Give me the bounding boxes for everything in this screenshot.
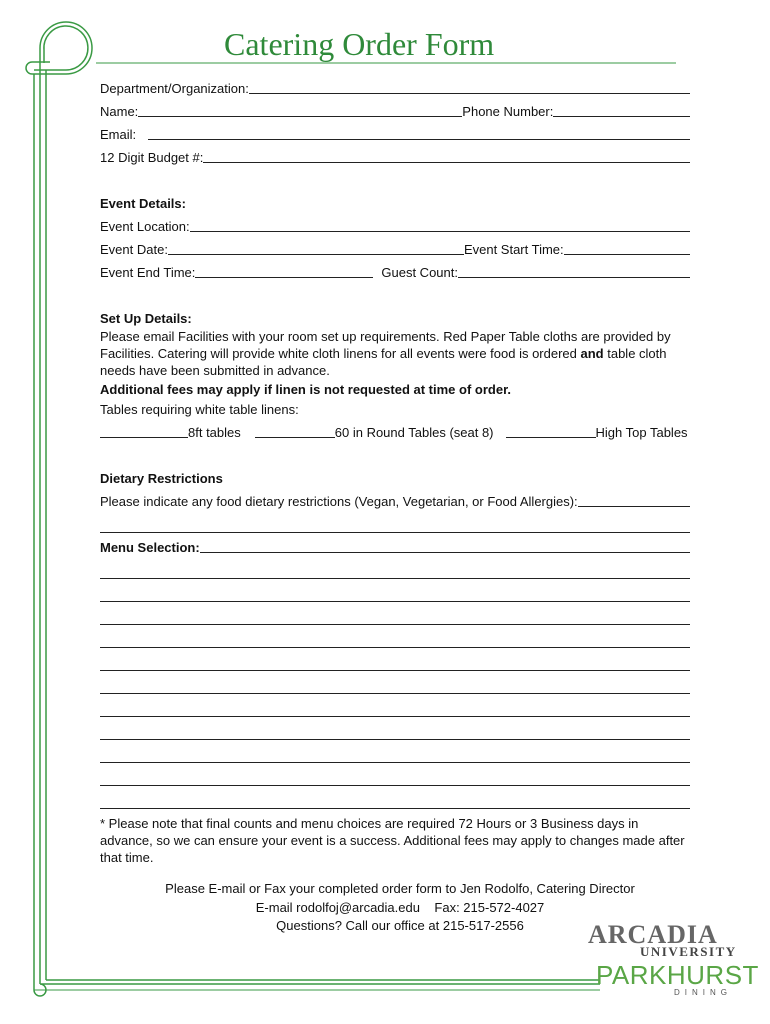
department-row xyxy=(100,74,690,97)
location-field[interactable] xyxy=(190,218,690,232)
start-time-field[interactable] xyxy=(564,241,690,255)
menu-line[interactable] xyxy=(100,694,690,717)
setup-paragraph-part2: table cloth needs have been submitted in advance. xyxy=(100,346,667,378)
table-8ft-label: 8ft tables xyxy=(188,425,241,440)
menu-line[interactable] xyxy=(100,579,690,602)
event-details-heading: Event Details: xyxy=(100,196,186,211)
table-round-label: 60 in Round Tables (seat 8) xyxy=(334,425,494,440)
menu-line[interactable] xyxy=(100,648,690,671)
email-row xyxy=(100,120,690,143)
guest-count-field[interactable] xyxy=(458,264,690,278)
setup-paragraph-part1: Please email Facilities with your room set up requirements. Red Paper Table cloths are provided by Facilities. Catering will provide white cloth linens for all events were food is ordered xyxy=(100,329,671,361)
logo-parkhurst: PARKHURST xyxy=(596,960,759,990)
table-8ft-field[interactable] xyxy=(100,424,188,438)
logo-university: UNIVERSITY xyxy=(640,944,737,959)
menu-line[interactable] xyxy=(100,740,690,763)
start-time-label: Event Start Time: xyxy=(463,242,564,257)
phone-label: Phone Number: xyxy=(462,104,554,119)
location-row xyxy=(100,212,690,235)
end-time-label: Event End Time: xyxy=(100,265,196,280)
menu-row xyxy=(100,533,690,556)
dietary-row xyxy=(100,487,690,510)
dietary-heading: Dietary Restrictions xyxy=(100,471,223,486)
department-field[interactable] xyxy=(249,80,690,94)
guest-count-label: Guest Count: xyxy=(381,265,458,280)
email-label: Email: xyxy=(100,127,137,142)
logo-dining: DINING xyxy=(674,988,732,997)
menu-heading: Menu Selection: xyxy=(100,540,200,555)
table-hightop-label: High Top Tables xyxy=(595,425,688,440)
menu-line[interactable] xyxy=(100,625,690,648)
table-hightop-field[interactable] xyxy=(506,424,596,438)
dietary-field-line-2[interactable] xyxy=(100,510,690,533)
end-time-row xyxy=(100,258,690,281)
final-counts-note: * Please note that final counts and menu choices are required 72 Hours or 3 Business days in advance, so we can ensure your event is a success. Additional fees may apply to changes made after that time. xyxy=(100,816,685,865)
setup-paragraph-bold: and xyxy=(580,346,604,361)
arcadia-parkhurst-logo xyxy=(588,920,759,1020)
order-form xyxy=(100,74,690,866)
footer-line-1: Please E-mail or Fax your completed order form to Jen Rodolfo, Catering Director xyxy=(165,881,635,896)
date-label: Event Date: xyxy=(100,242,168,257)
logo-arcadia: ARCADIA xyxy=(588,920,718,949)
tables-row xyxy=(100,418,690,441)
menu-field[interactable] xyxy=(200,539,690,553)
date-row xyxy=(100,235,690,258)
name-label: Name: xyxy=(100,104,139,119)
menu-line[interactable] xyxy=(100,717,690,740)
location-label: Event Location: xyxy=(100,219,190,234)
menu-line[interactable] xyxy=(100,556,690,579)
department-label: Department/Organization: xyxy=(100,81,249,96)
setup-paragraph xyxy=(100,328,690,379)
linen-fee-note: Additional fees may apply if linen is not requested at time of order. xyxy=(100,382,512,397)
menu-line[interactable] xyxy=(100,786,690,809)
name-phone-row xyxy=(100,97,690,120)
budget-field[interactable] xyxy=(203,149,690,163)
dietary-field[interactable] xyxy=(578,493,690,507)
menu-line[interactable] xyxy=(100,763,690,786)
setup-details-heading: Set Up Details: xyxy=(100,311,192,326)
budget-row xyxy=(100,143,690,166)
budget-label: 12 Digit Budget #: xyxy=(100,150,204,165)
page-title: Catering Order Form xyxy=(224,26,495,62)
name-field[interactable] xyxy=(138,103,462,117)
footer-line-3: Questions? Call our office at 215-517-2556 xyxy=(276,918,524,933)
menu-line[interactable] xyxy=(100,602,690,625)
tables-prompt: Tables requiring white table linens: xyxy=(100,402,299,417)
menu-line[interactable] xyxy=(100,671,690,694)
date-field[interactable] xyxy=(168,241,464,255)
dietary-prompt: Please indicate any food dietary restrictions (Vegan, Vegetarian, or Food Allergies): xyxy=(100,494,578,509)
footer-line-2: E-mail rodolfoj@arcadia.edu Fax: 215-572-4027 xyxy=(255,899,545,915)
end-time-field[interactable] xyxy=(195,264,373,278)
email-field[interactable] xyxy=(148,126,690,140)
table-round-field[interactable] xyxy=(255,424,335,438)
phone-field[interactable] xyxy=(553,103,690,117)
